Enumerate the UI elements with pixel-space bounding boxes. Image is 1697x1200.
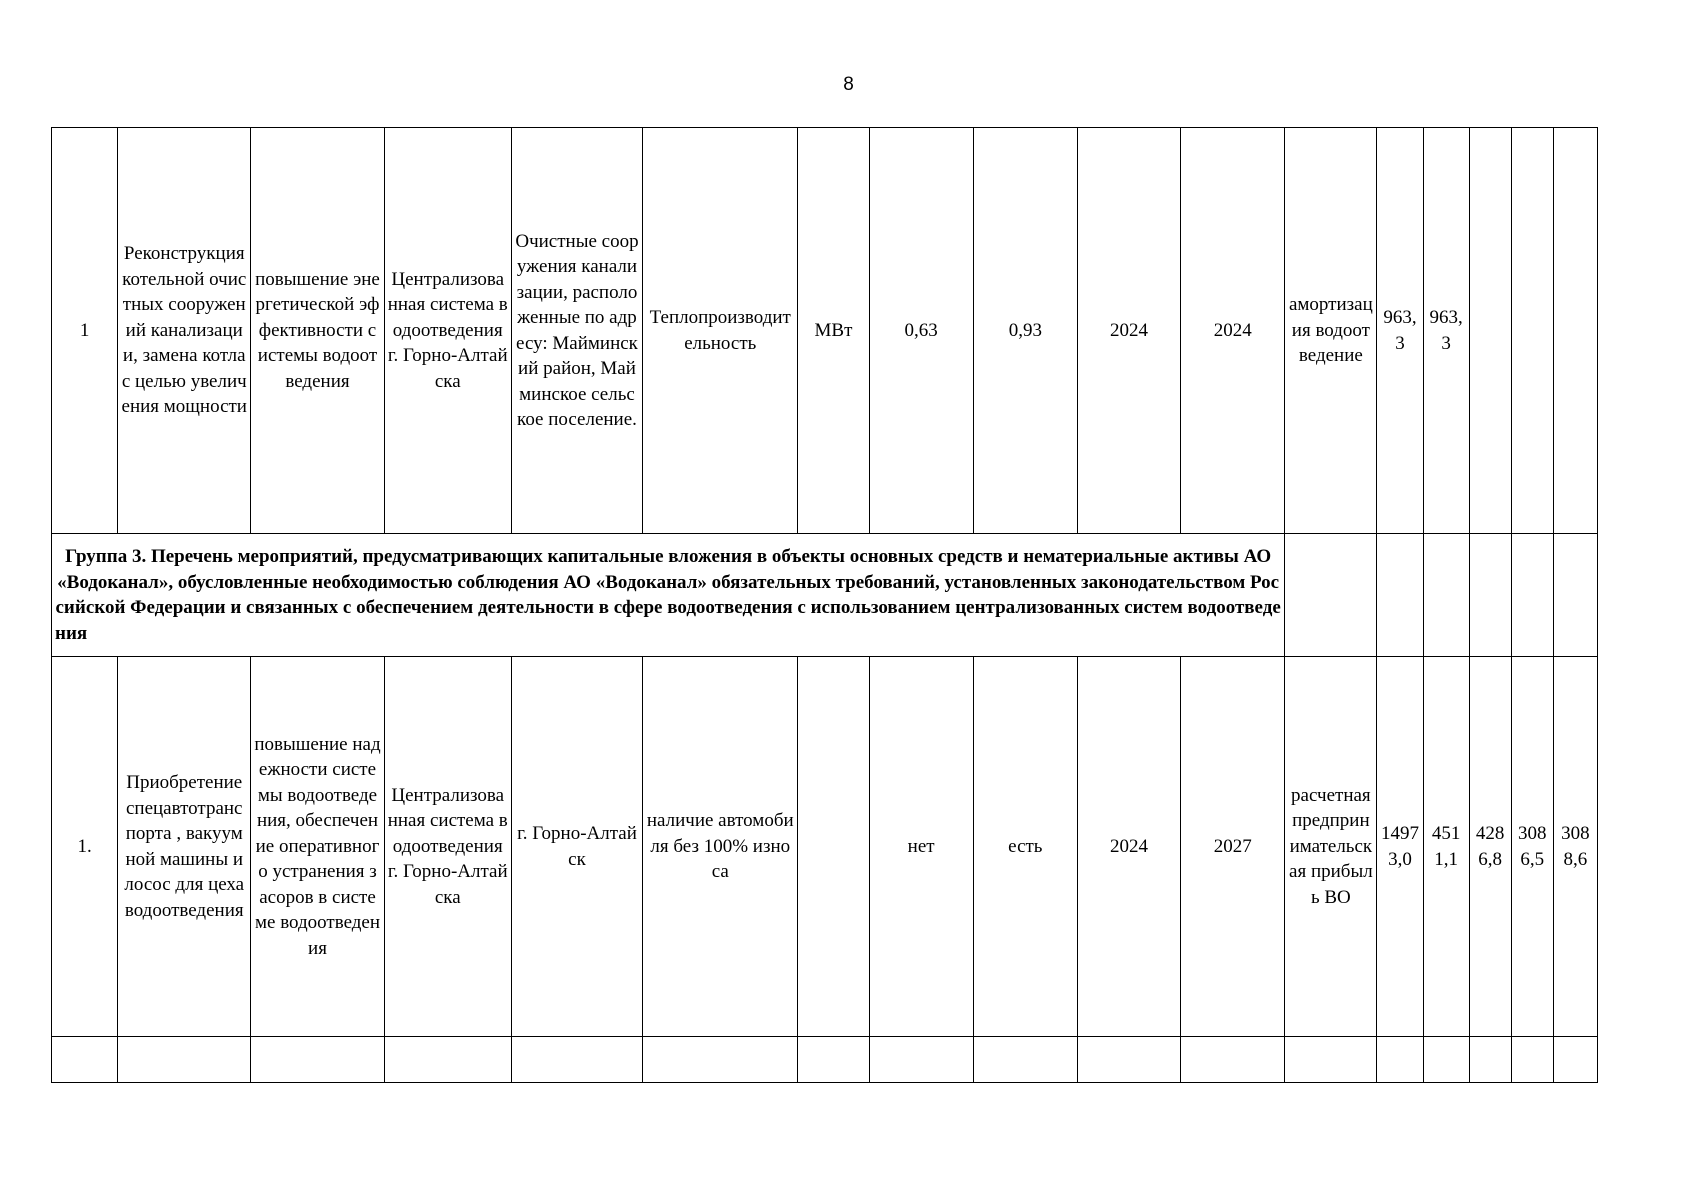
table-row (52, 657, 1598, 1037)
funding-source: амортизация водоотведение (1285, 128, 1377, 534)
indicator-name: наличие автомобиля без 100% износа (643, 657, 798, 1037)
empty-cell (511, 1037, 642, 1083)
page-number: 8 (843, 74, 854, 95)
measure-goal: повышение надежности системы водоотведения, обеспечение оперативного устранения засоров в системе водоотведения (251, 657, 384, 1037)
year-start: 2024 (1077, 657, 1180, 1037)
cost-year-4 (1553, 128, 1597, 534)
row-number: 1. (52, 657, 118, 1037)
empty-cell (1285, 534, 1377, 657)
empty-cell (118, 1037, 251, 1083)
empty-cell (1469, 534, 1511, 657)
empty-cell (1285, 1037, 1377, 1083)
cost-year-3 (1511, 128, 1553, 534)
empty-cell (251, 1037, 384, 1083)
empty-cell (1377, 1037, 1423, 1083)
year-end: 2024 (1181, 128, 1285, 534)
empty-cell (798, 1037, 869, 1083)
year-end: 2027 (1181, 657, 1285, 1037)
empty-cell (1553, 1037, 1597, 1083)
cost-year-1: 4511,1 (1423, 657, 1469, 1037)
location: г. Горно-Алтайск (511, 657, 642, 1037)
empty-cell (869, 1037, 973, 1083)
cost-total: 963,3 (1377, 128, 1423, 534)
table-row (52, 128, 1598, 534)
measure-goal: повышение энергетической эффективности системы водоотведения (251, 128, 384, 534)
empty-cell (1511, 534, 1553, 657)
empty-cell (1511, 1037, 1553, 1083)
funding-source: расчетная предпринимательская прибыль ВО (1285, 657, 1377, 1037)
cost-year-2 (1469, 128, 1511, 534)
empty-cell (1423, 1037, 1469, 1083)
cost-year-2: 4286,8 (1469, 657, 1511, 1037)
group-3-heading: Группа 3. Перечень мероприятий, предусматривающих капитальные вложения в объекты основных средств и нематериальные активы АО «Водоканал», обусловленные необходимостью соблюдения АО «Водоканал» обязательных требований, установленных законодательством Российской Федерации и связанных с обеспечением деятельности в сфере водоотведения с использованием централизованных систем водоотведения (52, 534, 1285, 657)
empty-row (52, 1037, 1598, 1083)
location: Очистные сооружения канализации, расположенные по адресу: Майминский район, Майминское сельское поселение. (511, 128, 642, 534)
measure-name: Реконструкция котельной очистных сооружений канализации, замена котла с целью увеличения мощности (118, 128, 251, 534)
cost-year-4: 3088,6 (1553, 657, 1597, 1037)
value-before: 0,63 (869, 128, 973, 534)
empty-cell (1423, 534, 1469, 657)
indicator-name: Теплопроизводительность (643, 128, 798, 534)
value-before: нет (869, 657, 973, 1037)
system-name: Централизованная система водоотведения г. Горно-Алтайска (384, 128, 511, 534)
empty-cell (384, 1037, 511, 1083)
empty-cell (1377, 534, 1423, 657)
value-after: есть (973, 657, 1077, 1037)
unit: МВт (798, 128, 869, 534)
group-header-row (52, 534, 1598, 657)
investment-measures-table (51, 127, 1598, 1083)
empty-cell (1181, 1037, 1285, 1083)
value-after: 0,93 (973, 128, 1077, 534)
measure-name: Приобретение спецавтотранспорта , вакуумной машины илосос для цеха водоотведения (118, 657, 251, 1037)
cost-total: 14973,0 (1377, 657, 1423, 1037)
empty-cell (1553, 534, 1597, 657)
row-number: 1 (52, 128, 118, 534)
cost-year-3: 3086,5 (1511, 657, 1553, 1037)
empty-cell (52, 1037, 118, 1083)
empty-cell (1469, 1037, 1511, 1083)
year-start: 2024 (1077, 128, 1180, 534)
empty-cell (973, 1037, 1077, 1083)
cost-year-1: 963,3 (1423, 128, 1469, 534)
unit (798, 657, 869, 1037)
empty-cell (643, 1037, 798, 1083)
system-name: Централизованная система водоотведения г. Горно-Алтайска (384, 657, 511, 1037)
empty-cell (1077, 1037, 1180, 1083)
